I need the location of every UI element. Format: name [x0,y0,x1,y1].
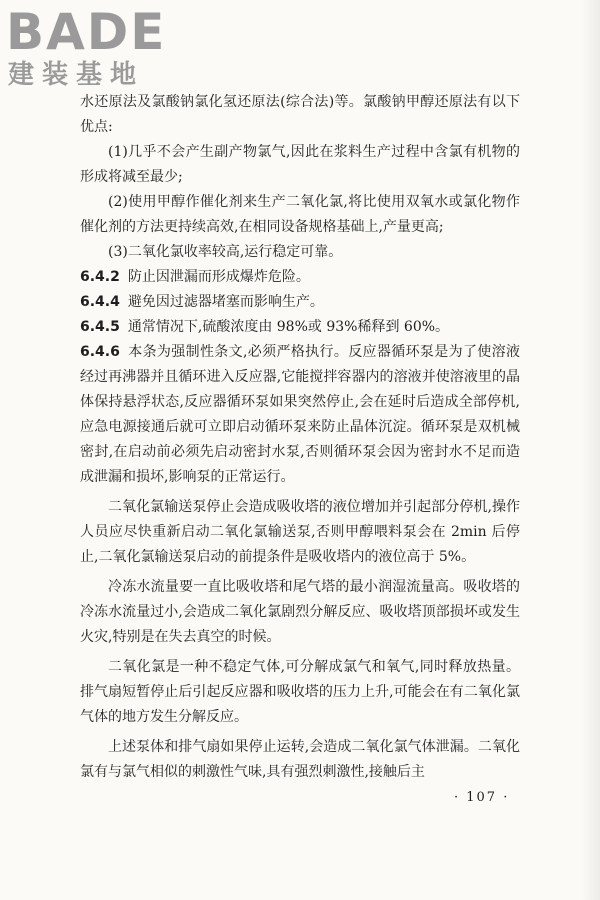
page-edge-shadow [582,0,600,900]
section-text: 通常情况下,硫酸浓度由 98%或 93%稀释到 60%。 [127,319,450,335]
logo-brand-text: BADE [6,3,167,61]
section-text: 本条为强制性条文,必须严格执行。反应器循环泵是为了使溶液经过再沸器并且循环进入反应器,它能搅拌容器内的溶液并使溶液里的晶体保持悬浮状态,反应器循环泵如果突然停止,会在延时后造成全部停机,应急电源接通后就可立即启动循环泵来防止晶体沉淀。循环泵是双机械密封,在启动前必须先启动密封水泵,否则循环泵会因为密封水不足而造成泄漏和损坏,影响泵的正常运行。 [80,344,520,485]
section-number: 6.4.2 [80,269,120,285]
section-6-4-2 [80,265,520,290]
page-content [80,90,520,785]
list-item-advantage-3: (3)二氧化氯收率较高,运行稳定可靠。 [108,244,343,260]
body-paragraph-2: 冷冻水流量要一直比吸收塔和尾气塔的最小润湿流量高。吸收塔的冷冻水流量过小,会造成二氧化氯剧烈分解反应、吸收塔顶部损坏或发生火灾,特别是在失去真空的时候。 [80,579,520,645]
section-number: 6.4.6 [80,344,120,360]
body-paragraph-1: 二氧化氯输送泵停止会造成吸收塔的液位增加并引起部分停机,操作人员应尽快重新启动二氧化氯输送泵,否则甲醇喂料泵会在 2min 后停止,二氧化氯输送泵启动的前提条件是吸收塔内的液位高于 5%。 [80,499,520,565]
section-number: 6.4.4 [80,294,120,310]
section-text: 避免因过滤器堵塞而影响生产。 [127,294,324,310]
logo-subtitle: 建装基地 [8,60,145,90]
paragraph-intro: 水还原法及氯酸钠氯化氢还原法(综合法)等。氯酸钠甲醇还原法有以下优点: [80,94,520,135]
section-6-4-4 [80,290,520,315]
publisher-logo [6,4,176,96]
section-6-4-5 [80,315,520,340]
list-item-advantage-2: (2)使用甲醇作催化剂来生产二氧化氯,将比使用双氧水或氯化物作催化剂的方法更持续高效,在相同设备规格基础上,产量更高; [80,194,520,235]
section-text: 防止因泄漏而形成爆炸危险。 [127,269,310,285]
body-paragraph-4: 上述泵体和排气扇如果停止运转,会造成二氧化氯气体泄漏。二氧化氯有与氯气相似的刺激性气味,具有强烈刺激性,接触后主 [80,739,520,780]
page-number: · 107 · [454,790,510,805]
section-6-4-6 [80,340,520,490]
section-number: 6.4.5 [80,319,120,335]
body-paragraph-3: 二氧化氯是一种不稳定气体,可分解成氯气和氧气,同时释放热量。排气扇短暂停止后引起反应器和吸收塔的压力上升,可能会在有二氧化氯气体的地方发生分解反应。 [80,659,520,725]
list-item-advantage-1: (1)几乎不会产生副产物氯气,因此在浆料生产过程中含氯有机物的形成将减至最少; [80,144,520,185]
